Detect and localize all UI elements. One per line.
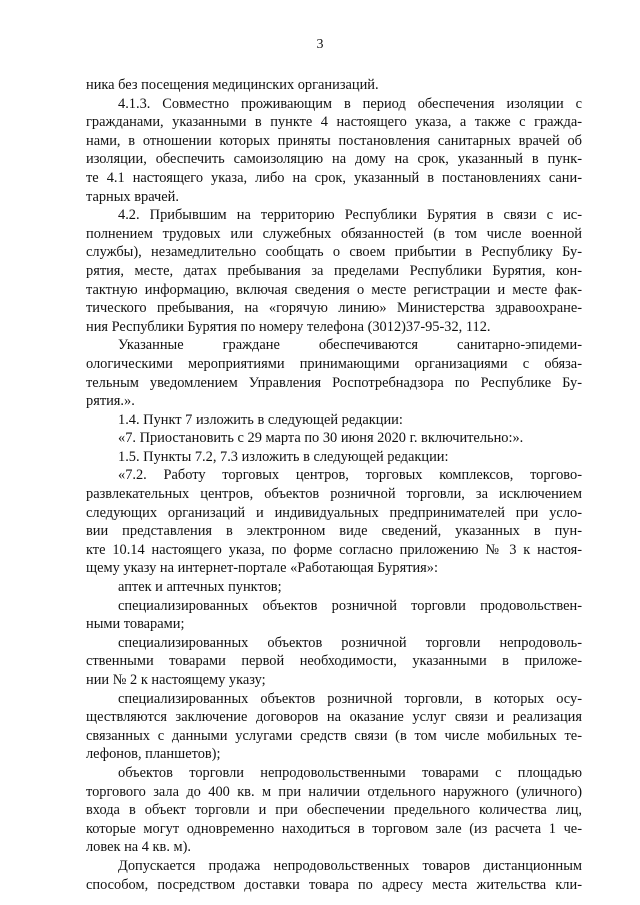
page-number: 3 [316,37,324,52]
text-line: изоляции, обеспечить самоизоляцию на дому на срок, указанный в пунк- [86,151,582,168]
text-line: нии № 2 к настоящему указу; [86,672,266,688]
text-line: развлекательных центров, объектов розничной торговли, за исключением [86,486,582,503]
paragraph [86,336,582,410]
document-body [86,76,582,894]
text-line: гражданами, указанными в пункте 4 настоящего указа, а также с гражда- [86,114,582,131]
text-line: лефонов, планшетов); [86,746,221,763]
text-line: Допускается продажа непродовольственных товаров дистанционным [118,857,582,874]
text-line: 4.1.3. Совместно проживающим в период обеспечения изоляции с [118,95,582,112]
text-line: специализированных объектов розничной торговли, в которых осу- [118,690,582,707]
text-line: «7. Приостановить с 29 марта по 30 июня 2020 г. включительно:». [118,430,524,447]
paragraph [86,690,582,764]
text-line: ологическими мероприятиями принимающими организациями с обяза- [86,355,582,372]
text-line: рятия, месте, датах пребывания за пределами Республики Бурятия, кон- [86,262,582,279]
text-line: ществляются заключение договоров на оказание услуг связи и реализация [86,709,582,726]
paragraph [86,634,582,690]
text-line: рятия.». [86,393,135,410]
text-line: вии представления в электронном виде сведений, указанных в пун- [86,523,582,540]
text-line: специализированных объектов розничной торговли продовольствен- [118,597,582,614]
text-line: аптек и аптечных пунктов; [118,579,282,596]
text-line: те 4.1 настоящего указа, либо на срок, указанный в постановлениях сани- [86,169,582,186]
text-line: ственными товарами первой необходимости, указанными в приложе- [86,653,582,670]
text-line: нами, в отношении которых приняты постановления санитарных врачей об [86,132,582,149]
text-line: 1.4. Пункт 7 изложить в следующей редакции: [118,411,403,428]
text-line: 1.5. Пункты 7.2, 7.3 изложить в следующей редакции: [118,448,449,465]
paragraph [86,578,582,597]
paragraph [86,206,582,336]
text-line: ными товарами; [86,616,185,633]
text-line: щему указу на интернет-портале «Работающая Бурятия»: [86,560,438,577]
text-line: тактную информацию, включая сведения о месте регистрации и месте фак- [86,281,582,298]
paragraph [86,597,582,634]
text-line: Указанные граждане обеспечиваются санитарно-эпидеми- [118,337,582,354]
text-line: связанных с данными услугами средств связи (в том числе мобильных те- [86,727,582,744]
text-line: способом, посредством доставки товара по адресу места жительства кли- [86,876,582,893]
paragraph [86,857,582,894]
text-line: ния Республики Бурятия по номеру телефона (3012)37-95-32, 112. [86,318,491,335]
text-line: ловек на 4 кв. м). [86,839,192,856]
text-line: которые могут одновременно находиться в торговом зале (из расчета 1 че- [86,820,582,837]
paragraph [86,448,582,467]
text-line: кте 10.14 настоящего указа, по форме согласно приложению № 3 к настоя- [86,541,582,558]
text-line: тельным уведомлением Управления Роспотребнадзора по Республике Бу- [86,374,582,391]
text-line: торгового зала до 400 кв. м при наличии отдельного наружного (уличного) [86,783,582,800]
text-line: объектов торговли непродовольственными товарами с площадью [118,764,582,781]
text-line: ника без посещения медицинских организаций. [86,77,379,93]
text-line: тического пребывания, на «горячую линию» Министерства здравоохране- [86,300,582,317]
paragraph [86,764,582,857]
paragraph [86,429,582,448]
text-line: входа в объект торговли и при обеспечении предельного количества лиц, [86,802,582,819]
text-line: специализированных объектов розничной торговли непродоволь- [118,634,582,651]
text-line: 4.2. Прибывшим на территорию Республики Бурятия в связи с ис- [118,207,582,224]
text-line: службы), незамедлительно сообщать о своем прибытии в Республику Бу- [86,244,582,261]
text-line: тарных врачей. [86,188,179,205]
paragraph [86,95,582,207]
text-line: следующих организаций и индивидуальных предпринимателей при усло- [86,504,582,521]
paragraph [86,76,582,95]
text-line: полнением трудовых или служебных обязанностей (в том числе военной [86,225,582,242]
paragraph [86,466,582,578]
text-line: «7.2. Работу торговых центров, торговых комплексов, торгово- [118,467,582,484]
paragraph [86,411,582,430]
